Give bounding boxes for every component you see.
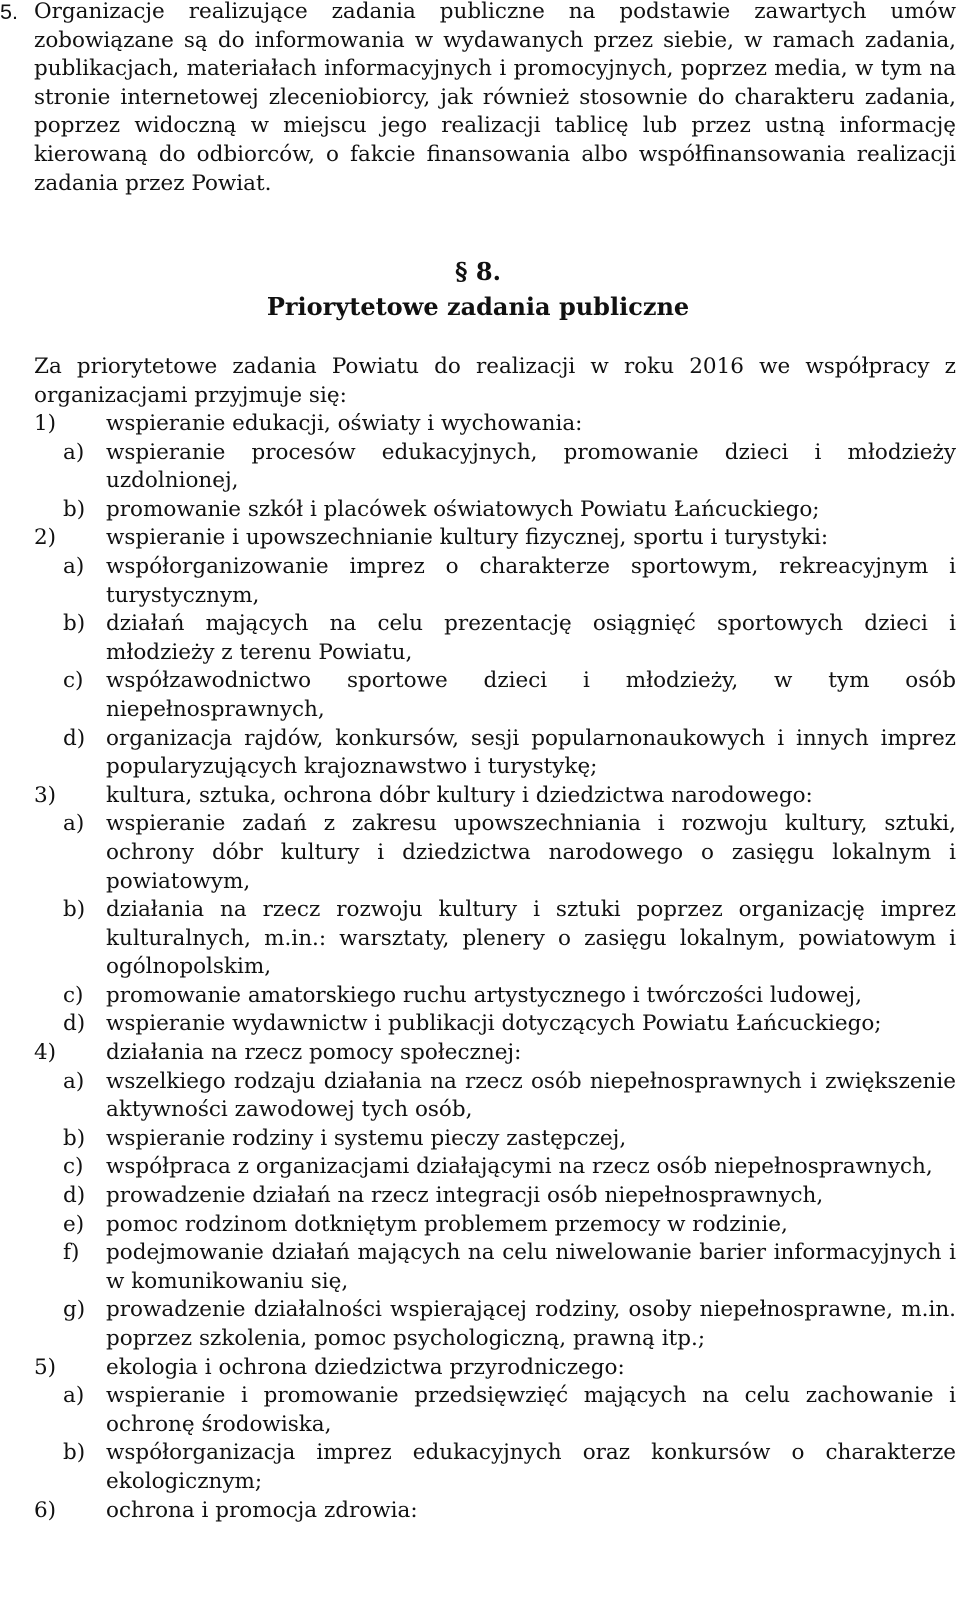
priority-item-number: 6)	[34, 1497, 57, 1523]
sub-item	[34, 1010, 956, 1039]
section-title: Priorytetowe zadania publiczne	[266, 292, 690, 321]
sub-item-letter: a)	[63, 439, 85, 465]
sub-item	[34, 1211, 956, 1240]
sub-item	[34, 1153, 956, 1182]
priority-list	[34, 410, 956, 1525]
sub-item-letter: e)	[63, 1211, 85, 1237]
sub-item-text: wspieranie rodziny i systemu pieczy zastępczej,	[106, 1125, 627, 1151]
section-number: § 8.	[455, 257, 501, 286]
sub-item-text: wszelkiego rodzaju działania na rzecz osób niepełnosprawnych i zwiększenie aktywności zawodowej tych osób,	[106, 1068, 956, 1123]
priority-item-heading	[34, 410, 956, 439]
sub-item-letter: b)	[63, 1440, 86, 1466]
sub-item-letter: b)	[63, 897, 86, 923]
sub-item-text: wspieranie i promowanie przedsięwzięć mających na celu zachowanie i ochronę środowiska,	[106, 1383, 956, 1437]
sub-item	[34, 982, 956, 1011]
sub-item	[34, 553, 956, 610]
sub-item	[34, 1068, 956, 1125]
sub-item-letter: a)	[63, 553, 85, 579]
priority-item-number: 4)	[34, 1040, 57, 1066]
priority-item-number: 2)	[34, 525, 57, 551]
sub-item-letter: b)	[63, 611, 86, 637]
sub-item-letter: d)	[63, 725, 86, 751]
sub-item	[34, 1125, 956, 1154]
sub-item-letter: b)	[63, 496, 86, 522]
sub-item-letter: c)	[63, 668, 84, 694]
priority-item-heading	[34, 1497, 956, 1526]
sub-item-letter: c)	[63, 1154, 84, 1180]
paragraph-number: 5.	[0, 0, 18, 24]
priority-item	[34, 1497, 956, 1526]
sub-item-letter: g)	[63, 1297, 86, 1323]
sub-item	[34, 610, 956, 667]
sub-item-text: podejmowanie działań mających na celu niwelowanie barier informacyjnych i w komunikowaniu się,	[106, 1240, 956, 1294]
priority-item-text: wspieranie i upowszechnianie kultury fizycznej, sportu i turystyki:	[106, 525, 829, 551]
sub-item	[34, 1182, 956, 1211]
priority-item	[34, 524, 956, 781]
sub-item	[34, 667, 956, 724]
sub-item-text: współorganizowanie imprez o charakterze sportowym, rekreacyjnym i turystycznym,	[106, 553, 956, 608]
sub-item-text: pomoc rodzinom dotkniętym problemem przemocy w rodzinie,	[106, 1211, 788, 1237]
priority-item-heading	[34, 1354, 956, 1383]
priority-item-heading	[34, 1039, 956, 1068]
sub-item-text: działania na rzecz rozwoju kultury i sztuki poprzez organizację imprez kulturalnych, m.in.: warsztaty, plenery o zasięgu lokalnym, powiatowym i ogólnopolskim,	[106, 897, 956, 980]
sub-item-text: współpraca z organizacjami działającymi na rzecz osób niepełnosprawnych,	[106, 1154, 933, 1180]
sub-item-letter: a)	[63, 811, 85, 837]
sub-item-letter: a)	[63, 1068, 85, 1094]
sub-item	[34, 725, 956, 782]
sub-item	[34, 439, 956, 496]
paragraph-5	[0, 0, 956, 198]
sub-item-text: prowadzenie działalności wspierającej rodziny, osoby niepełnosprawne, m.in. poprzez szkolenia, pomoc psychologiczną, prawną itp.;	[106, 1297, 956, 1351]
sub-item-text: współzawodnictwo sportowe dzieci i młodzieży, w tym osób niepełnosprawnych,	[106, 668, 956, 722]
sub-item-text: prowadzenie działań na rzecz integracji osób niepełnosprawnych,	[106, 1183, 824, 1209]
sub-item	[34, 1439, 956, 1496]
paragraph-text: Organizacje realizujące zadania publiczne na podstawie zawartych umów zobowiązane są do informowania w wydawanych przez siebie, w ramach zadania, publikacjach, materiałach informacyjnych i promocyjnych, poprzez media, w tym na stronie internetowej zleceniobiorcy, jak również stosownie do charakteru zadania, poprzez widoczną w miejscu jego realizacji tablicę lub przez ustną informację kierowaną do odbiorców, o fakcie finansowania albo współfinansowania realizacji zadania przez Powiat.	[34, 0, 956, 196]
sub-item	[34, 810, 956, 896]
sub-item-text: promowanie amatorskiego ruchu artystycznego i twórczości ludowej,	[106, 982, 862, 1008]
priority-item-text: wspieranie edukacji, oświaty i wychowania:	[106, 411, 583, 436]
priority-item-number: 3)	[34, 782, 57, 808]
sub-item	[34, 1382, 956, 1439]
priority-item	[34, 410, 956, 524]
sub-item-letter: c)	[63, 982, 84, 1008]
sub-item	[34, 1239, 956, 1296]
sub-item-text: organizacja rajdów, konkursów, sesji popularnonaukowych i innych imprez popularyzujących krajoznawstwo i turystykę;	[106, 725, 956, 780]
sub-item-letter: a)	[63, 1383, 85, 1409]
sub-item-text: promowanie szkół i placówek oświatowych Powiatu Łańcuckiego;	[106, 496, 820, 522]
sub-item-text: wspieranie procesów edukacyjnych, promowanie dzieci i młodzieży uzdolnionej,	[106, 439, 956, 494]
intro-text: Za priorytetowe zadania Powiatu do realizacji w roku 2016 we współpracy z organizacjami przyjmuje się:	[34, 354, 956, 408]
priority-item-number: 5)	[34, 1354, 57, 1380]
sub-item-text: wspieranie wydawnictw i publikacji dotyczących Powiatu Łańcuckiego;	[106, 1011, 882, 1037]
sub-item-text: działań mających na celu prezentację osiągnięć sportowych dzieci i młodzieży z terenu Powiatu,	[106, 611, 956, 665]
priority-item-text: kultura, sztuka, ochrona dóbr kultury i dziedzictwa narodowego:	[106, 782, 813, 808]
sub-item	[34, 1296, 956, 1353]
sub-item-letter: f)	[63, 1240, 80, 1266]
priority-item	[34, 782, 956, 1039]
priority-item-text: ochrona i promocja zdrowia:	[106, 1497, 418, 1523]
priority-item-number: 1)	[34, 411, 57, 436]
priority-item	[34, 1039, 956, 1354]
sub-item-letter: b)	[63, 1125, 86, 1151]
sub-item-letter: d)	[63, 1183, 86, 1209]
priority-item-heading	[34, 524, 956, 553]
sub-item-text: współorganizacja imprez edukacyjnych oraz konkursów o charakterze ekologicznym;	[106, 1440, 956, 1494]
priority-item-text: ekologia i ochrona dziedzictwa przyrodniczego:	[106, 1354, 625, 1380]
sub-item	[34, 896, 956, 982]
priority-item-heading	[34, 782, 956, 811]
sub-item-text: wspieranie zadań z zakresu upowszechniania i rozwoju kultury, sztuki, ochrony dóbr kultury i dziedzictwa narodowego o zasięgu lokalnym i powiatowym,	[106, 811, 956, 894]
priority-item-text: działania na rzecz pomocy społecznej:	[106, 1040, 522, 1066]
priority-item	[34, 1354, 956, 1497]
sub-item	[34, 496, 956, 525]
sub-item-letter: d)	[63, 1011, 86, 1037]
